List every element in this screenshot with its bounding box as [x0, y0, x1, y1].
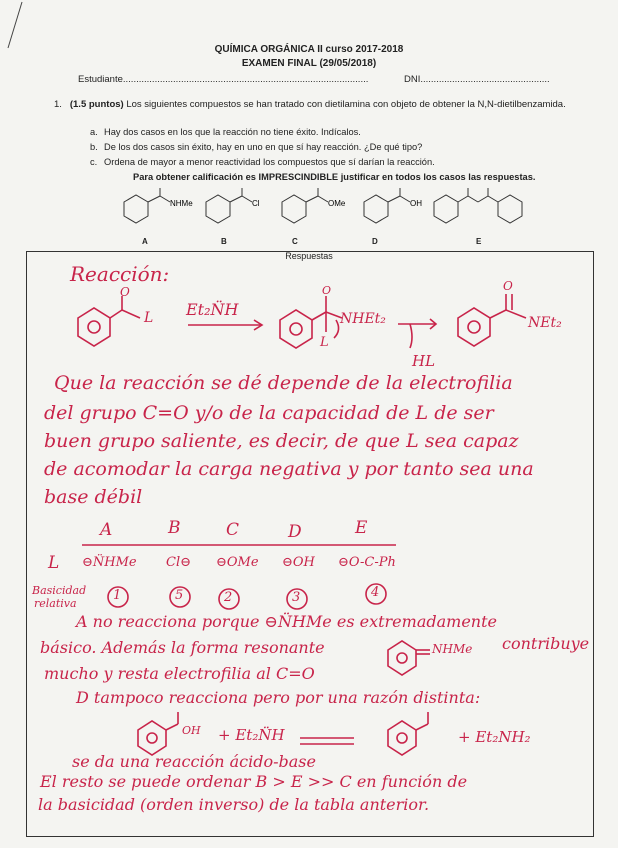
acid-base-sentence: se da una reacción ácido-base [72, 752, 316, 771]
answer-a-line-1: A no reacciona porque ⊖N̈HMe es extremadamente [76, 612, 497, 631]
basicity-c: 2 [224, 590, 233, 605]
compound-c-group: OMe [328, 199, 346, 208]
acid-base-amine: + Et₂N̈H [218, 726, 285, 744]
basicity-label-1: Basicidad [32, 584, 87, 597]
paragraph-line-2: del grupo C=O y/o de la capacidad de L de ser [44, 402, 494, 424]
item-c-letter: c. [90, 157, 98, 167]
conclusion-line-2: la basicidad (orden inverso) de la tabla anterior. [38, 795, 430, 814]
intermediate-nh-label: NHEt₂ [340, 311, 386, 327]
compound-e-label: E [476, 237, 482, 246]
table-header-d: D [288, 522, 302, 542]
answer-a-line-2: básico. Además la forma resonante [40, 638, 325, 657]
table-header-c: C [226, 520, 240, 540]
item-b-text: De los dos casos sin éxito, hay en uno en que sí hay reacción. ¿De qué tipo? [104, 142, 423, 152]
table-header-e: E [355, 518, 368, 538]
question-number: 1. [54, 99, 62, 110]
compound-c-label: C [292, 237, 298, 246]
basicity-b: 5 [175, 588, 184, 603]
basicity-label-2: relativa [34, 597, 77, 610]
svg-text:O: O [322, 284, 332, 297]
student-field: Estudiante............................................................................................. [78, 74, 369, 85]
svg-text:O: O [503, 279, 513, 293]
compound-b-group: Cl [252, 199, 260, 208]
paragraph-line-5: base débil [44, 486, 143, 508]
table-group-e: ⊖O-C-Ph [338, 555, 396, 570]
table-group-c: ⊖OMe [216, 555, 259, 570]
answer-box-title: Respuestas [285, 251, 333, 261]
contribuye-word: contribuye [502, 634, 590, 653]
compound-d-label: D [372, 237, 378, 246]
resonance-nhme: NHMe [432, 642, 473, 656]
table-header-a: A [100, 520, 113, 540]
table-group-b: Cl⊖ [166, 555, 191, 570]
basicity-d: 3 [292, 590, 301, 605]
compound-b-label: B [221, 237, 227, 246]
paragraph-line-3: buen grupo saliente, es decir, de que L sea capaz [44, 430, 519, 452]
compound-a-group: NHMe [170, 199, 193, 208]
justification-note: Para obtener calificación es IMPRESCINDIBLE justificar en todos los casos las respuestas. [133, 172, 536, 182]
paragraph-line-1: Que la reacción se dé depende de la electrofilia [54, 372, 513, 394]
basicity-e: 4 [371, 585, 380, 600]
answer-a-line-3: mucho y resta electrofilia al C=O [44, 664, 315, 683]
table-row-label: L [48, 553, 60, 573]
dni-field: DNI................................................. [404, 74, 550, 85]
question-points: (1.5 puntos) [69, 99, 124, 110]
question-text: Los siguientes compuestos se han tratado con dietilamina con objeto de obtener la N,N-dietilbenzamida. [126, 99, 566, 110]
exam-subtitle: EXAMEN FINAL (29/05/2018) [241, 58, 377, 69]
item-b-letter: b. [90, 142, 98, 152]
reaction-heading: Reacción: [70, 262, 170, 286]
table-group-a: ⊖N̈HMe [82, 555, 137, 570]
leaving-group-label: HL [412, 352, 436, 370]
basicity-a: 1 [113, 588, 122, 603]
acid-base-oh: OH [182, 724, 201, 737]
table-header-b: B [168, 518, 181, 538]
svg-text:L: L [320, 335, 329, 350]
item-a-text: Hay dos casos en los que la reacción no tiene éxito. Indícalos. [104, 127, 361, 137]
svg-text:L: L [144, 310, 154, 326]
conclusion-line-1: El resto se puede ordenar B > E >> C en función de [40, 772, 468, 791]
paragraph-line-4: de acomodar la carga negativa y por tanto sea una [44, 458, 534, 480]
compound-d-group: OH [410, 199, 422, 208]
compound-a-label: A [142, 237, 148, 246]
product-label: NEt₂ [528, 315, 562, 331]
item-a-letter: a. [90, 127, 98, 137]
answer-d-line: D tampoco reacciona pero por una razón distinta: [76, 688, 481, 707]
exam-title: QUÍMICA ORGÁNICA II curso 2017-2018 [214, 44, 404, 55]
acid-base-ammonium: + Et₂NH₂ [458, 728, 531, 746]
svg-text:O: O [120, 285, 130, 299]
reagent-label: Et₂N̈H [186, 300, 239, 319]
table-group-d: ⊖OH [282, 555, 315, 570]
item-c-text: Ordena de mayor a menor reactividad los compuestos que sí darían la reacción. [104, 157, 435, 167]
